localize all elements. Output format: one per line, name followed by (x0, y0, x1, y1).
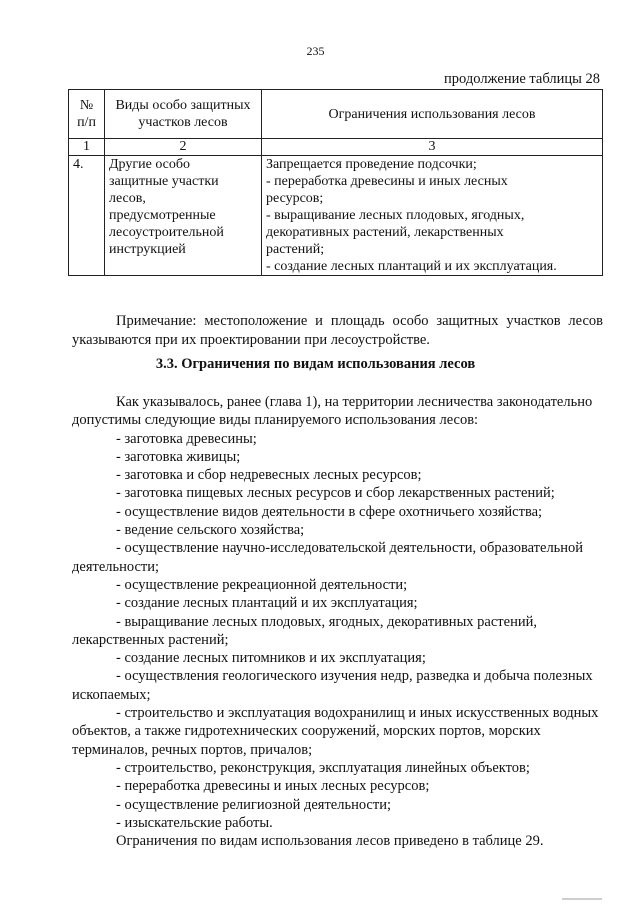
table-row (69, 156, 603, 276)
column-number-1: 1 (69, 139, 105, 156)
intro-paragraph: Как указывалось, ранее (глава 1), на территории лесничества законодательно допустимы следующие виды планируемого использования лесов: (72, 394, 593, 429)
list-item: - изыскательские работы. (116, 814, 273, 831)
list-item: - заготовка живицы; (116, 448, 241, 465)
list-item: - создание лесных питомников и их эксплуатация; (116, 650, 426, 667)
list-item: - ведение сельского хозяйства; (116, 522, 305, 539)
column-number-3: 3 (262, 139, 603, 156)
table-column-numbers-row (69, 139, 603, 156)
list-item: - осуществление религиозной деятельности; (116, 796, 391, 813)
list-item: - осуществление научно-исследовательской деятельности, образовательной деятельности; (72, 540, 584, 575)
list-item: - осуществление рекреационной деятельности; (116, 576, 408, 593)
list-item: - осуществление видов деятельности в сфере охотничьего хозяйства; (116, 503, 543, 520)
row-restrictions: Запрещается проведение подсочки; - переработка древесины и иных лесных ресурсов; - выращивание лесных плодовых, ягодных, декоративных растений, лекарственных растений; - создание лесных плантаций и их эксплуатация. (262, 156, 603, 276)
section-body (72, 393, 606, 850)
list-item: - выращивание лесных плодовых, ягодных, декоративных растений, лекарственных растений; (72, 613, 537, 648)
column-number-2: 2 (105, 139, 262, 156)
list-item: - строительство и эксплуатация водохранилищ и иных искусственных водных объектов, а также гидротехнических сооружений, морских портов, морских терминалов, речных портов, причалов; (72, 705, 599, 758)
list-item: - создание лесных плантаций и их эксплуатация; (116, 595, 418, 612)
row-number: 4. (69, 156, 105, 276)
scan-artifact (562, 898, 602, 900)
header-restrictions: Ограничения использования лесов (262, 90, 603, 139)
conclusion-paragraph: Ограничения по видам использования лесов приведено в таблице 29. (116, 833, 544, 850)
table-continuation-label: продолжение таблицы 28 (444, 71, 600, 87)
table-note: Примечание: местоположение и площадь особо защитных участков лесов указываются при их проектировании при лесоустройстве. (72, 312, 603, 348)
list-item: - заготовка древесины; (116, 430, 257, 447)
header-number: № п/п (69, 90, 105, 139)
row-area-type: Другие особо защитные участки лесов, предусмотренные лесоустроительной инструкцией (105, 156, 262, 276)
list-item: - осуществления геологического изучения недр, разведка и добыча полезных ископаемых; (72, 668, 593, 703)
page-number: 235 (306, 44, 325, 58)
header-area-type: Виды особо защитных участков лесов (105, 90, 262, 139)
section-heading: 3.3. Ограничения по видам использования лесов (155, 356, 476, 372)
list-item: - заготовка и сбор недревесных лесных ресурсов; (116, 467, 422, 484)
table-header-row (69, 90, 603, 139)
list-item: - строительство, реконструкция, эксплуатация линейных объектов; (116, 759, 530, 776)
list-item: - переработка древесины и иных лесных ресурсов; (116, 778, 430, 795)
list-item: - заготовка пищевых лесных ресурсов и сбор лекарственных растений; (116, 485, 555, 502)
restrictions-table (68, 89, 603, 276)
